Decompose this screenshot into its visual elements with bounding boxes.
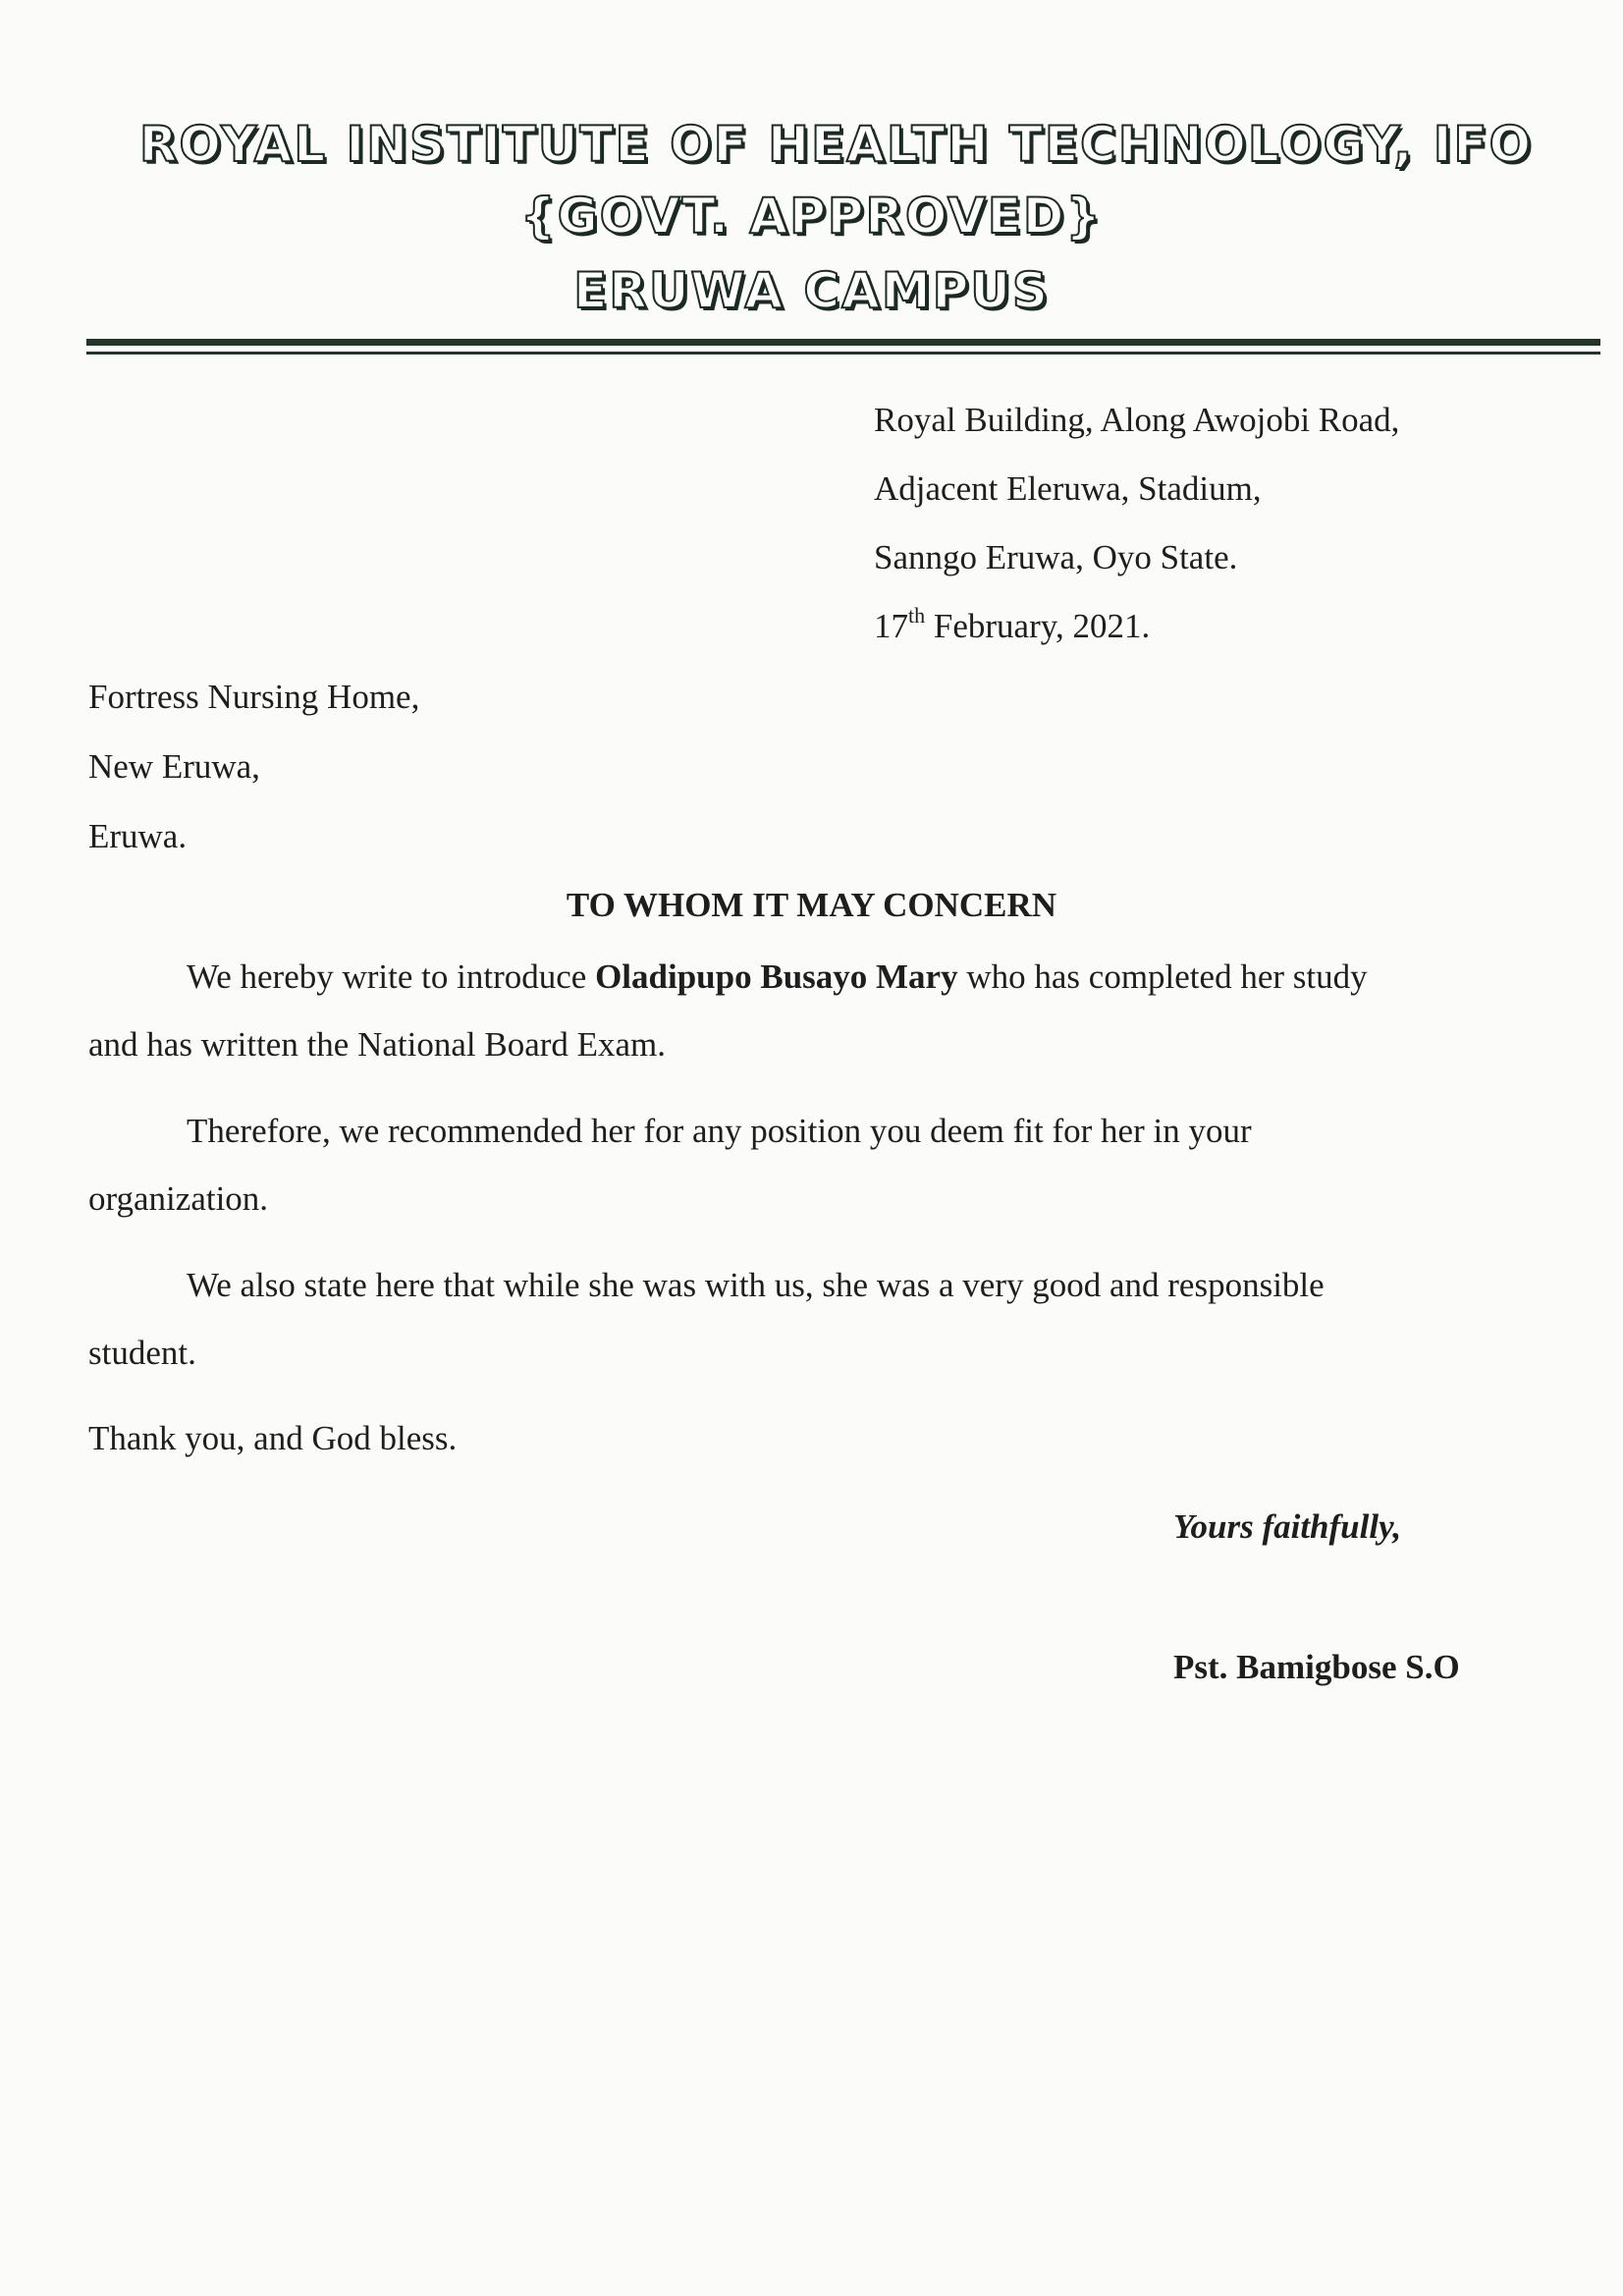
paragraph-line: organization. [88, 1179, 269, 1218]
date-day: 17 [874, 607, 908, 645]
date-rest: February, 2021. [925, 607, 1151, 645]
signatory-name: Pst. Bamigbose S.O [1173, 1648, 1460, 1686]
letterhead-rule-thick [86, 339, 1600, 346]
sender-address-line: Adjacent Eleruwa, Stadium, [874, 469, 1262, 508]
date-suffix: th [908, 603, 926, 629]
paragraph-line: We hereby write to introduce Oladipupo Busayo Mary who has completed her study [187, 957, 1368, 996]
sender-address-line: Sanngo Eruwa, Oyo State. [874, 538, 1238, 576]
paragraph-line: Therefore, we recommended her for any position you deem fit for her in your [187, 1112, 1252, 1150]
letterhead-rule-thin [86, 352, 1600, 355]
paragraph-line: student. [88, 1334, 196, 1372]
closing-line: Thank you, and God bless. [88, 1419, 458, 1457]
recipient-line: Fortress Nursing Home, [88, 678, 420, 716]
recipient-line: New Eruwa, [88, 747, 260, 786]
recipient-line: Eruwa. [88, 817, 188, 855]
sender-address-line: Royal Building, Along Awojobi Road, [874, 401, 1400, 439]
student-name: Oladipupo Busayo Mary [595, 957, 958, 996]
letterhead [0, 110, 1623, 328]
campus-name: ERUWA CAMPUS [573, 262, 1050, 319]
body-paragraph-recommendation [88, 1112, 1252, 1219]
approval-status: {GOVT. APPROVED} [519, 188, 1103, 245]
body-paragraph-introduction [88, 957, 1368, 1065]
recipient-address [88, 678, 419, 887]
letter-subject: TO WHOM IT MAY CONCERN [566, 886, 1057, 924]
letter-date [874, 603, 1399, 676]
paragraph-line: and has written the National Board Exam. [88, 1025, 667, 1064]
valediction: Yours faithfully, [1173, 1507, 1402, 1546]
institution-name: ROYAL INSTITUTE OF HEALTH TECHNOLOGY, IFO [138, 116, 1534, 173]
sender-address [874, 401, 1399, 676]
body-paragraph-character [88, 1266, 1325, 1373]
paragraph-line: We also state here that while she was with us, she was a very good and responsible [187, 1266, 1325, 1304]
